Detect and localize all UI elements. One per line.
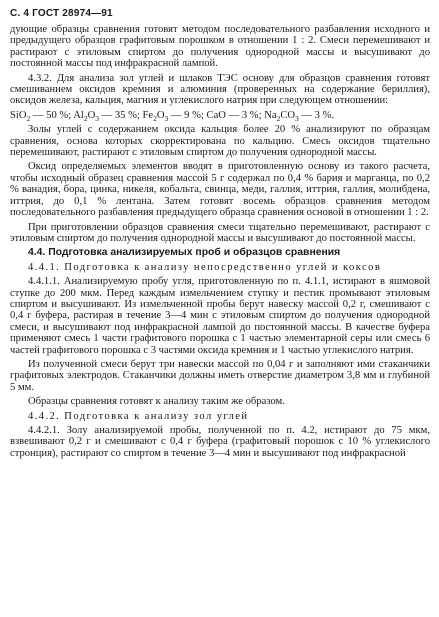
subsection-heading: 4.4.2. Подготовка к анализу зол углей bbox=[28, 410, 249, 422]
paragraph: 4.4.2.1. Золу анализируемой пробы, полученной по п. 4.2, истирают до 75 мкм, взвешивают 0,2 г и смешивают с 0,4 г буфера (графитовый порошок с 10 % углекислого стронция), растирают со спиртом в течение 3—4 мин и высушивают под инфракрасной bbox=[10, 425, 430, 459]
formula-line: SiO$_2$ — 50 %; $Al_2O_3$ — 35 %; $Fe_2O_3$ — 9 %; CaO — 3 %; $Na_2CO_3$ — 3 %. bbox=[10, 109, 335, 123]
document-body bbox=[10, 24, 430, 462]
paragraph: дующие образцы сравнения готовят методом последовательного разбавления исходного и предыдущего образцов графитовым порошком в отношении 1 : 2. Смеси перемешивают и растирают с этиловым спиртом до получения однородной массы и высушивают до постоянной массы под инфракрасной лампой. bbox=[10, 24, 430, 70]
paragraph: Оксид определяемых элементов вводят в приготовленную основу из такого расчета, чтобы исходный образец сравнения массой 5 г содержал по 0,4 % бария и марганца, по 0,2 % ванадия, бора, цинка, никеля, кобальта, свинца, меди, галлия, иттрия, галлия, молибдена, иттрия, до 0,1 % лентана. Затем готовят восемь образцов сравнения методом последовательного разбавления предыдущего образца сравнения основой в отношении 1 : 2. bbox=[10, 161, 430, 219]
paragraph: При приготовлении образцов сравнения смеси тщательно перемешивают, растирают с этиловым спиртом до получения однородной массы и высушивают до постоянной массы. bbox=[10, 221, 430, 244]
paragraph: Золы углей с содержанием оксида кальция более 20 % анализируют по образцам сравнения, основа которых скорректирована по кальцию. Смесь оксидов тщательно перемешивают, растирают с этиловым спиртом до получения однородной массы. bbox=[10, 124, 430, 159]
paragraph: 4.4.1.1. Анализируемую пробу угля, приготовленную по п. 4.1.1, истирают в яшмовой ступке до 200 мкм. Перед каждым измельчением ступку и пестик промывают этиловым спиртом и высушивают. Из измельченной пробы берут навеску массой 0,2 г, смешивают с 0,4 г буфера, растирая в течение 3—4 мин с этиловым спиртом до получения однородной смеси, и высушивают под инфракрасной лампой до постоянной массы. В качестве буфера применяют смесь 1 части графитового порошка с 1 частью элементарной серы или смесь 6 частей графитового порошка с 3 частями оксида кремния и 1 частью углекислого натрия. bbox=[10, 276, 430, 356]
paragraph: 4.3.2. Для анализа зол углей и шлаков ТЭС основу для образцов сравнения готовят смешиванием оксидов кремния и алюминия (проверенных на содержание бериллия), оксидов железа, кальция, магния и углекислого натрия при следующем отношении: bbox=[10, 72, 430, 107]
paragraph: Из полученной смеси берут три навески массой по 0,04 г и заполняют ими стаканчики графитовых электродов. Стаканчики должны иметь отверстие диаметром 3,8 мм и глубиной 5 мм. bbox=[10, 358, 430, 393]
subsection-heading: 4.4.1. Подготовка к анализу непосредственно углей и коксов bbox=[28, 261, 382, 273]
paragraph: Образцы сравнения готовят к анализу таким же образом. bbox=[28, 396, 285, 408]
section-heading: 4.4. Подготовка анализируемых проб и образцов сравнения bbox=[28, 247, 341, 259]
page-header: С. 4 ГОСТ 28974—91 bbox=[10, 8, 113, 19]
